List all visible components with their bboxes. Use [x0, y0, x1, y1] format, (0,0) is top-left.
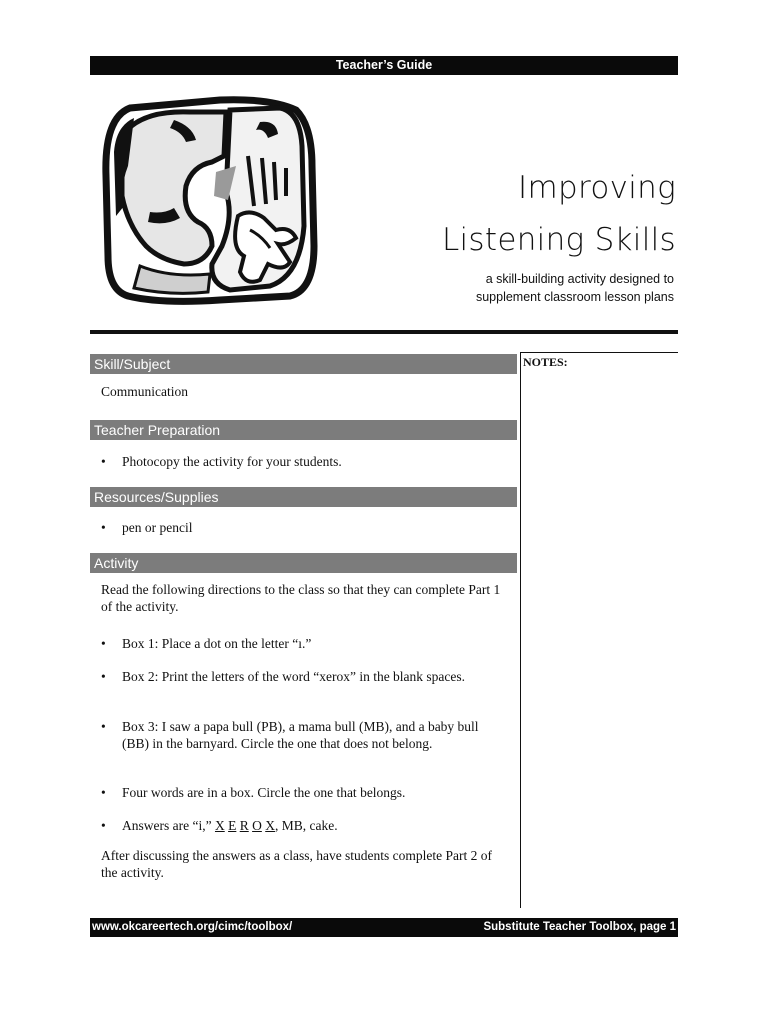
- answers-prefix: Answers are “i,”: [122, 818, 212, 833]
- footer-bar: [90, 918, 678, 937]
- answer-letter: O: [252, 818, 262, 833]
- section-heading-skill-subject: Skill/Subject: [90, 354, 517, 374]
- teachers-guide-banner: Teacher’s Guide: [90, 56, 678, 75]
- skill-subject-text: Communication: [101, 384, 188, 399]
- bullet-glyph: •: [101, 785, 106, 800]
- subtitle-line-1: a skill-building activity designed to: [485, 272, 674, 286]
- answers-suffix: , MB, cake.: [274, 818, 338, 833]
- list-item: [101, 669, 506, 686]
- resources-bullet-text: pen or pencil: [122, 520, 193, 535]
- bullet-glyph: •: [101, 636, 106, 651]
- section-heading-activity: Activity: [90, 553, 517, 573]
- notes-column-divider: [520, 352, 521, 908]
- activity-bullet-text: Box 2: Print the letters of the word “xerox” in the blank spaces.: [122, 669, 466, 684]
- document-subtitle: [344, 271, 674, 306]
- answer-letter: X: [214, 818, 225, 833]
- bullet-glyph: •: [101, 520, 106, 535]
- bullet-glyph: •: [101, 818, 106, 833]
- notes-label: NOTES:: [523, 355, 568, 369]
- section-heading-teacher-preparation: Teacher Preparation: [90, 420, 517, 440]
- list-item: [101, 818, 506, 835]
- title-line-1: Improving: [518, 170, 676, 206]
- list-item: [101, 785, 506, 802]
- activity-intro: Read the following directions to the class so that they can complete Part 1 of the activity.: [101, 582, 501, 614]
- bullet-glyph: •: [101, 454, 106, 469]
- header-divider: [90, 330, 678, 334]
- footer-page-label: Substitute Teacher Toolbox, page 1: [483, 921, 676, 933]
- activity-bullet-text: Four words are in a box. Circle the one that belongs.: [122, 785, 406, 800]
- subtitle-line-2: supplement classroom lesson plans: [475, 289, 674, 304]
- ear-listening-icon: [100, 96, 318, 306]
- activity-closing: After discussing the answers as a class, have students complete Part 2 of the activity.: [101, 848, 493, 880]
- activity-bullet-text: Box 3: I saw a papa bull (PB), a mama bull (MB), and a baby bull (BB) in the barnyard. Circle the one that does not belong.: [122, 719, 479, 751]
- bullet-glyph: •: [101, 669, 106, 684]
- answer-letter: X: [265, 818, 275, 833]
- document-title: [442, 162, 676, 266]
- list-item: [101, 520, 506, 537]
- activity-bullet-text: Box 1: Place a dot on the letter “ı.”: [122, 636, 312, 651]
- list-item: [101, 719, 506, 752]
- prep-bullet-text: Photocopy the activity for your students.: [122, 454, 342, 469]
- list-item: [101, 636, 506, 653]
- section-heading-resources-supplies: Resources/Supplies: [90, 487, 517, 507]
- title-line-2: Listening Skills: [441, 222, 676, 258]
- notes-top-border: [520, 352, 678, 353]
- list-item: [101, 454, 506, 471]
- answer-letter: E: [228, 818, 237, 833]
- footer-url-link[interactable]: www.okcareertech.org/cimc/toolbox/: [92, 921, 293, 933]
- answer-letter: R: [239, 818, 249, 833]
- bullet-glyph: •: [101, 719, 106, 734]
